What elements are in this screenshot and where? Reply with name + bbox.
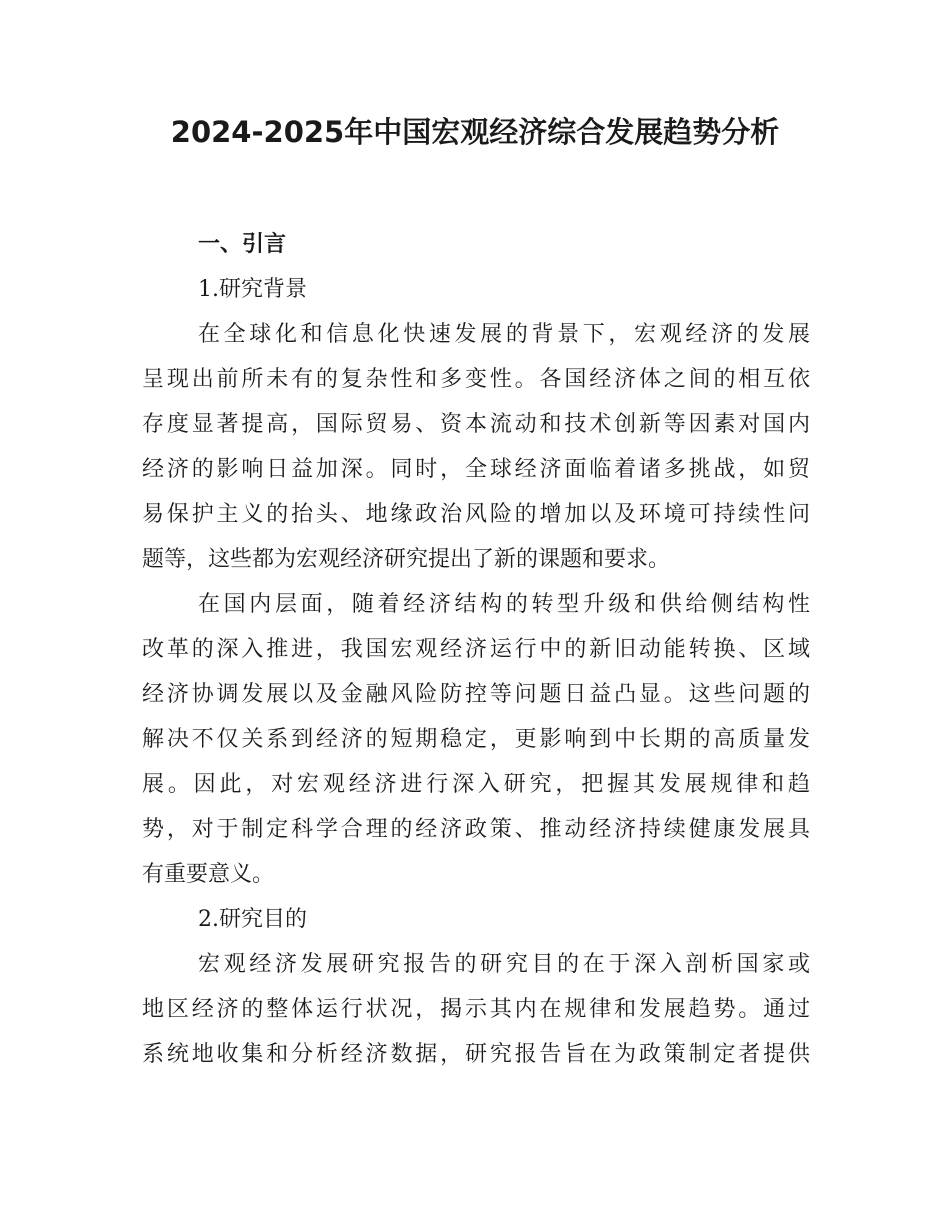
paragraph-line: 解决不仅关系到经济的短期稳定，更影响到中长期的高质量发: [142, 727, 810, 752]
subsection-heading-background: 1.研究背景: [198, 277, 307, 302]
paragraph-line: 地区经济的整体运行状况，揭示其内在规律和发展趋势。通过: [142, 997, 810, 1022]
paragraph-line: 系统地收集和分析经济数据，研究报告旨在为政策制定者提供: [142, 1042, 810, 1067]
paragraph-purpose-1: [142, 942, 810, 1077]
paragraph-line: 展。因此，对宏观经济进行深入研究，把握其发展规律和趋: [142, 772, 810, 797]
paragraph-background-2: [142, 582, 810, 897]
subsection-heading-purpose: 2.研究目的: [198, 907, 307, 932]
paragraph-line: 题等，这些都为宏观经济研究提出了新的课题和要求。: [142, 547, 671, 572]
document-body: [142, 222, 810, 1077]
paragraph-line: 经济的影响日益加深。同时，全球经济面临着诸多挑战，如贸: [142, 457, 810, 482]
paragraph-background-1: [142, 312, 810, 582]
paragraph-line: 存度显著提高，国际贸易、资本流动和技术创新等因素对国内: [142, 412, 810, 437]
paragraph-line: 在全球化和信息化快速发展的背景下，宏观经济的发展: [198, 322, 810, 347]
paragraph-line: 改革的深入推进，我国宏观经济运行中的新旧动能转换、区域: [142, 637, 810, 662]
paragraph-line: 势，对于制定科学合理的经济政策、推动经济持续健康发展具: [142, 817, 810, 842]
document-title: 2024-2025年中国宏观经济综合发展趋势分析: [170, 115, 780, 149]
paragraph-line: 呈现出前所未有的复杂性和多变性。各国经济体之间的相互依: [142, 367, 810, 392]
paragraph-line: 有重要意义。: [142, 862, 275, 887]
paragraph-line: 宏观经济发展研究报告的研究目的在于深入剖析国家或: [198, 952, 810, 977]
paragraph-line: 经济协调发展以及金融风险防控等问题日益凸显。这些问题的: [142, 682, 810, 707]
paragraph-line: 易保护主义的抬头、地缘政治风险的增加以及环境可持续性问: [142, 502, 810, 527]
section-heading: 一、引言: [198, 232, 287, 257]
paragraph-line: 在国内层面，随着经济结构的转型升级和供给侧结构性: [198, 592, 810, 617]
